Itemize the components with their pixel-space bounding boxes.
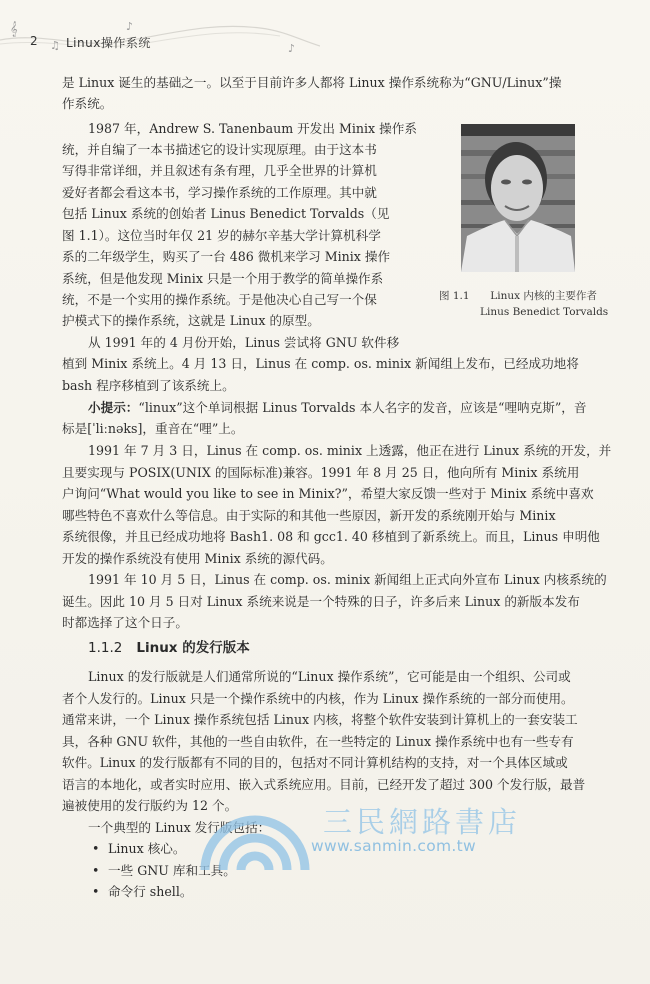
figure-caption-line1: Linux 内核的主要作者	[490, 290, 597, 302]
section-number: 1.1.2	[88, 640, 123, 656]
bullet-icon: •	[92, 841, 100, 856]
tip-text-line: 标是[ˈliːnəks]，重音在“哩”上。	[62, 421, 244, 436]
body-text-line: 统，并自编了一本书描述它的设计实现原理。由于这本书	[62, 142, 377, 157]
body-text-line: 一个典型的 Linux 发行版包括：	[88, 820, 271, 835]
body-text-line: 开发的操作系统没有使用 Minix 系统的源代码。	[62, 551, 333, 566]
body-text-line: 包括 Linux 系统的创始者 Linus Benedict Torvalds（见	[62, 206, 390, 221]
body-text-line: 爱好者都会看这本书，学习操作系统的工作原理。其中就	[62, 185, 377, 200]
header-swoosh-decoration	[0, 18, 320, 58]
body-text-line: 系统很像，并且已经成功地将 Bash1. 08 和 gcc1. 40 移植到了新系统上。而且，Linus 申明他	[62, 529, 600, 544]
body-text-line: 植到 Minix 系统上。4 月 13 日，Linus 在 comp. os. minix 新闻组上发布，已经成功地将	[62, 356, 579, 371]
figure-caption-line2: Linus Benedict Torvalds	[480, 306, 609, 318]
section-title: Linux 的发行版本	[136, 640, 250, 656]
watermark-sanmin	[225, 800, 555, 870]
watermark-url: www.sanmin.com.tw	[311, 837, 476, 855]
bullet-item	[92, 840, 186, 858]
body-text-line: 遍被使用的发行版约为 12 个。	[62, 798, 238, 813]
body-text-line: 语言的本地化，或者实时应用、嵌入式系统应用。目前，已经开发了超过 300 个发行版，最普	[62, 777, 586, 792]
portrait-photo	[461, 124, 575, 272]
bullet-item	[92, 883, 192, 901]
music-note-icon: ♪	[288, 42, 296, 55]
figure-label: 图 1.1	[439, 290, 470, 302]
section-heading	[88, 636, 250, 656]
body-text-line: 时都选择了这个日子。	[62, 615, 188, 630]
body-text-line: 1991 年 10 月 5 日，Linus 在 comp. os. minix 新闻组上正式向外宣布 Linux 内核系统的	[88, 572, 607, 587]
body-text-line: 者个人发行的。Linux 只是一个操作系统中的内核，作为 Linux 操作系统的一部分而使用。	[62, 691, 574, 706]
body-text-line: 系统，但是他发现 Minix 只是一个用于教学的简单操作系	[62, 271, 384, 286]
body-text-line: 护模式下的操作系统，这就是 Linux 的原型。	[62, 313, 320, 328]
body-text-line: 户询问“What would you like to see in Minix?”，希望大家反馈一些对于 Minix 系统中喜欢	[62, 486, 594, 501]
body-text-line: 写得非常详细，并且叙述有条有理，几乎全世界的计算机	[62, 163, 377, 178]
body-text-line: 诞生。因此 10 月 5 日对 Linux 系统来说是一个特殊的日子，许多后来 Linux 的新版本发布	[62, 594, 580, 609]
body-text-line: 1987 年，Andrew S. Tanenbaum 开发出 Minix 操作系	[88, 121, 417, 136]
beamed-notes-icon: ♫	[50, 39, 60, 52]
body-text-line: 软件。Linux 的发行版都有不同的目的，包括对不同计算机结构的支持，对一个具体区域或	[62, 755, 568, 770]
body-text-line: Linux 的发行版就是人们通常所说的“Linux 操作系统”，它可能是由一个组织、公司或	[88, 669, 571, 684]
watermark-store-name: 三民網路書店	[323, 805, 522, 839]
treble-clef-icon: 𝄞	[10, 22, 18, 37]
page-number: 2	[30, 34, 38, 48]
tip-text: “linux”这个单词根据 Linus Torvalds 本人名字的发音，应该是“哩呐克斯”，音	[138, 400, 587, 415]
bullet-icon: •	[92, 863, 100, 878]
body-text-line: 统，不是一个实用的操作系统。于是他决心自己写一个保	[62, 292, 377, 307]
tip-text-line	[88, 399, 586, 417]
body-text-line: 且要实现与 POSIX(UNIX 的国际标准)兼容。1991 年 8 月 25 日，他向所有 Minix 系统用	[62, 465, 580, 480]
figure-caption	[439, 288, 597, 303]
body-text-line: 通常来讲，一个 Linux 操作系统包括 Linux 内核，将整个软件安装到计算机上的一套安装工	[62, 712, 578, 727]
body-text-line: 图 1.1）。这位当时年仅 21 岁的赫尔辛基大学计算机科学	[62, 228, 381, 243]
bullet-text: 一些 GNU 库和工具。	[108, 863, 236, 878]
body-text-line: 作系统。	[62, 96, 113, 111]
body-text-line: 1991 年 7 月 3 日，Linus 在 comp. os. minix 上透露，他正在进行 Linux 系统的开发，并	[88, 443, 612, 458]
running-title: Linux操作系统	[66, 36, 151, 50]
music-note-icon: ♪	[126, 20, 134, 33]
bullet-text: Linux 核心。	[108, 841, 186, 856]
body-text-line: 是 Linux 诞生的基础之一。以至于目前许多人都将 Linux 操作系统称为“GNU/Linux”操	[62, 75, 562, 90]
bullet-item	[92, 862, 236, 880]
body-text-line: 具，各种 GNU 软件，其他的一些自由软件，在一些特定的 Linux 操作系统中也有一些专有	[62, 734, 574, 749]
page-header	[0, 18, 320, 58]
body-text-line: 哪些特色不喜欢什么等信息。由于实际的和其他一些原因，新开发的系统刚开始与 Minix	[62, 508, 556, 523]
body-text-line: 从 1991 年的 4 月份开始，Linus 尝试将 GNU 软件移	[88, 335, 400, 350]
body-text-line: bash 程序移植到了该系统上。	[62, 378, 235, 393]
tip-label: 小提示：	[88, 400, 139, 415]
body-text-line: 系的二年级学生，购买了一台 486 微机来学习 Minix 操作	[62, 249, 391, 264]
bullet-text: 命令行 shell。	[108, 884, 193, 899]
bullet-icon: •	[92, 884, 100, 899]
figure-photo-linus-torvalds	[461, 124, 575, 272]
